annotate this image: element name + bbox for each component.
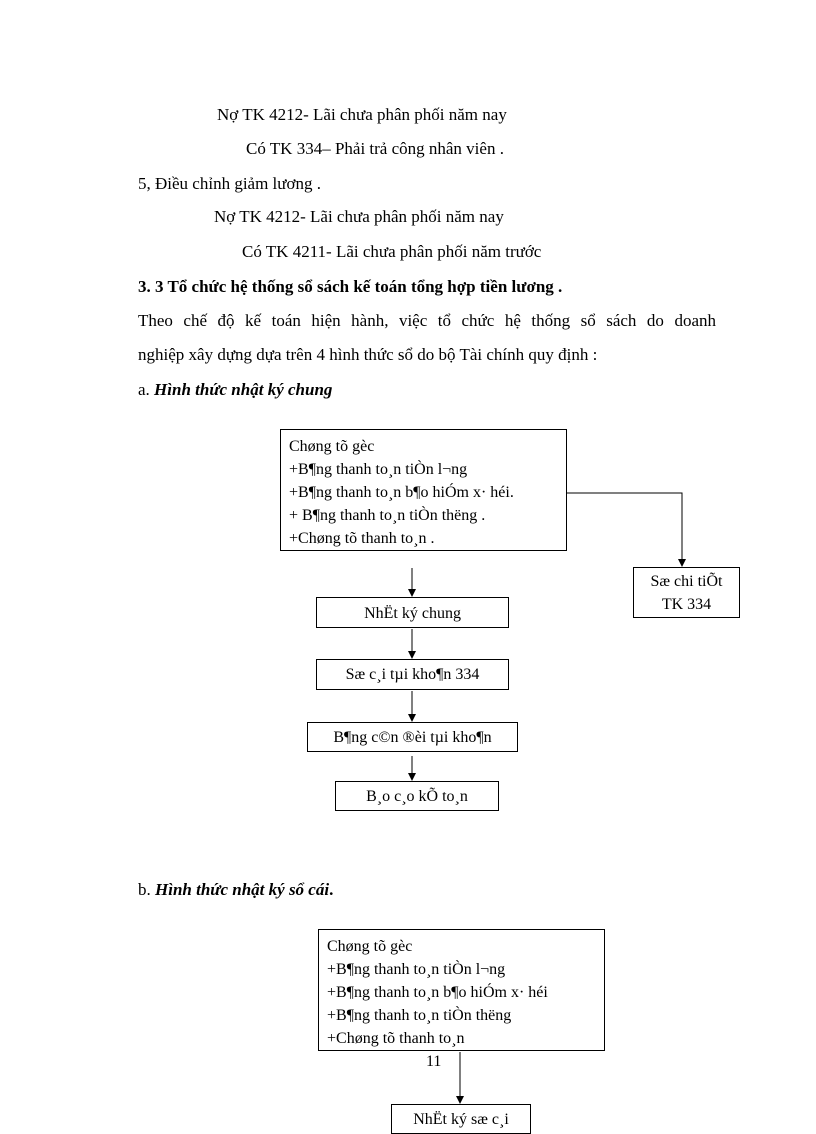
diagram-b-source-row-5: +Chøng tõ thanh to¸n [327, 1030, 465, 1047]
text-line-2: Có TK 334– Phải trả công nhân viên . [246, 139, 504, 158]
connector-source-to-detail [567, 493, 682, 565]
subheading-a-title: Hình thức nhật ký chung [154, 380, 333, 399]
diagram-a-report-box: B¸o c¸o kÕ to¸n [335, 781, 499, 811]
subheading-a-prefix: a. [138, 380, 155, 399]
diagram-a-source-row-3: +B¶ng thanh to¸n b¶o hiÓm x· héi. [289, 484, 514, 501]
diagram-a-source-row-1: Chøng tõ gèc [289, 438, 375, 455]
subheading-b [138, 880, 333, 900]
subheading-b-prefix: b. [138, 880, 155, 899]
arrowhead-report [408, 773, 416, 781]
subheading-b-suffix: . [329, 880, 334, 899]
diagram-b-journal-ledger-box: NhËt ký sæ c¸i [391, 1104, 531, 1134]
diagram-a-general-journal-box: NhËt ký chung [316, 597, 509, 628]
arrowhead-b-journal [456, 1096, 464, 1104]
diagram-b-source-row-4: +B¶ng thanh to¸n tiÒn thëng [327, 1007, 512, 1024]
paragraph-line-2: nghiệp xây dựng dựa trên 4 hình thức sổ do bộ Tài chính quy định : [138, 345, 598, 364]
arrowhead-journal [408, 589, 416, 597]
text-line-3: 5, Điều chỉnh giảm lương . [138, 174, 321, 193]
subheading-b-title: Hình thức nhật ký sổ cái [155, 880, 330, 899]
page-number: 11 [426, 1053, 442, 1070]
diagram-b-source-row-1: Chøng tõ gèc [327, 938, 413, 955]
diagram-a-detail-row-2: TK 334 [661, 596, 712, 613]
arrowhead-detail [678, 559, 686, 567]
arrowhead-balance [408, 714, 416, 722]
text-line-4: Nợ TK 4212- Lãi chưa phân phối năm nay [214, 207, 504, 226]
section-heading: 3. 3 Tổ chức hệ thống sổ sách kế toán tổng hợp tiền lương . [138, 277, 563, 296]
diagram-a-trial-balance-box: B¶ng c©n ®èi tµi kho¶n [307, 722, 518, 752]
diagram-a-ledger-box: Sæ c¸i tµi kho¶n 334 [316, 659, 509, 690]
diagram-b-source-documents-box [318, 929, 605, 1051]
subheading-a [138, 380, 332, 400]
text-line-1: Nợ TK 4212- Lãi chưa phân phối năm nay [217, 105, 507, 124]
text-line-5: Có TK 4211- Lãi chưa phân phối năm trước [242, 242, 542, 261]
diagram-b-source-row-2: +B¶ng thanh to¸n tiÒn l¬ng [327, 961, 506, 978]
diagram-a-source-row-2: +B¶ng thanh to¸n tiÒn l¬ng [289, 461, 468, 478]
diagram-a-detail-ledger-box [633, 567, 740, 618]
diagram-a-source-row-4: + B¶ng thanh to¸n tiÒn thëng . [289, 507, 486, 524]
arrowhead-ledger [408, 651, 416, 659]
diagram-a-detail-row-1: Sæ chi tiÕt [650, 573, 723, 590]
diagram-b-source-row-3: +B¶ng thanh to¸n b¶o hiÓm x· héi [327, 984, 548, 1001]
diagram-a-source-documents-box [280, 429, 567, 551]
paragraph-line-1: Theo chế độ kế toán hiện hành, việc tổ chức hệ thống sổ sách do doanh [138, 311, 716, 330]
diagram-a-source-row-5: +Chøng tõ thanh to¸n . [289, 530, 435, 547]
